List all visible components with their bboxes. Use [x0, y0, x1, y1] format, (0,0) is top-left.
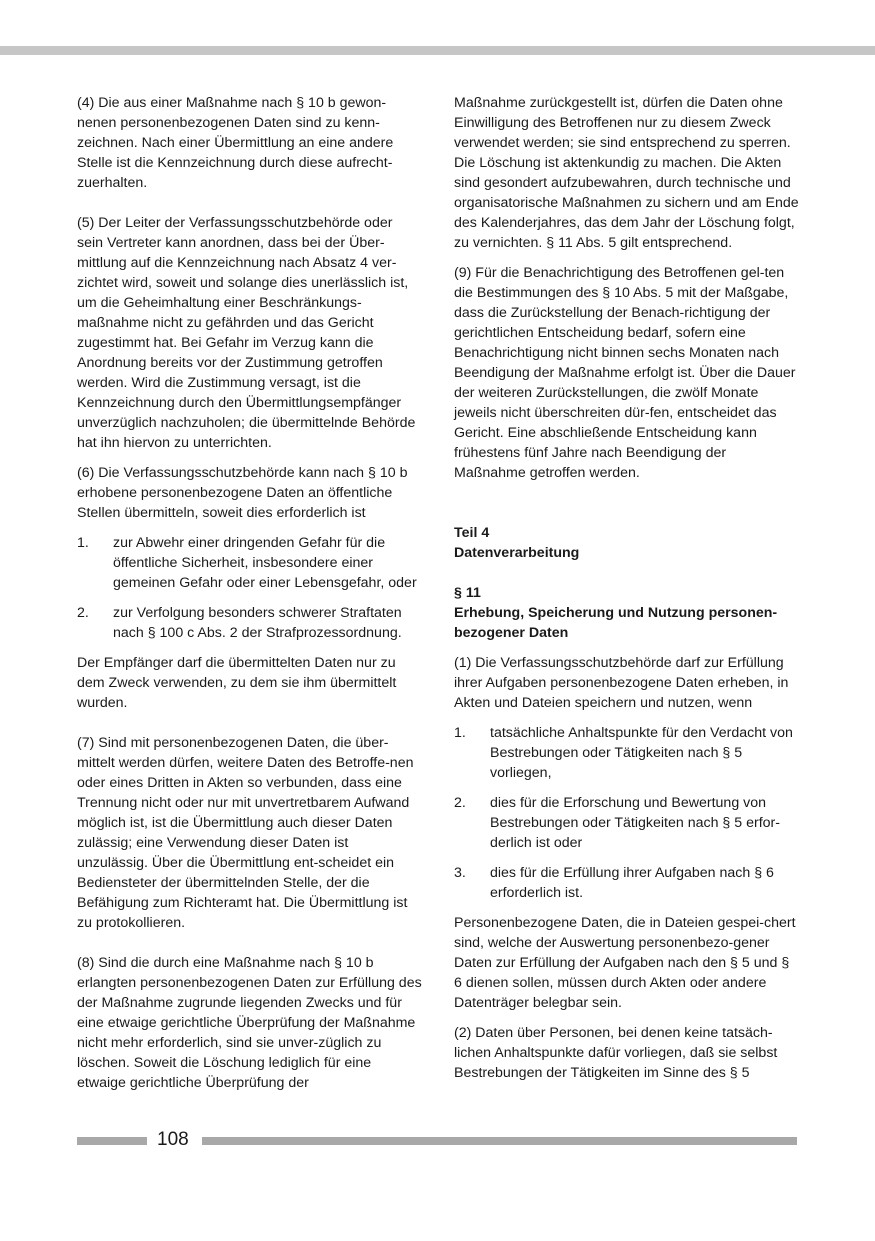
list-item: [77, 533, 422, 593]
section-11-paragraph-1-after: Personenbezogene Daten, die in Dateien gespei-chert sind, welche der Auswertung personenbezo-gener Daten zur Erfüllung der Aufgaben nach den § 5 und § 6 dienen sollen, müssen durch Akten oder andere Datenträger belegbar sein.: [454, 915, 796, 1011]
section-11-list: [454, 723, 800, 903]
list-item-number: 2.: [77, 605, 89, 621]
list-item-number: 3.: [454, 865, 466, 881]
list-item-text: dies für die Erfüllung ihrer Aufgaben nach § 6 erforderlich ist.: [490, 865, 774, 901]
list-item-number: 1.: [454, 725, 466, 741]
part-label: Teil 4: [454, 525, 490, 541]
paragraph-8: (8) Sind die durch eine Maßnahme nach § 10 b erlangten personenbezogenen Daten zur Erfüllung des der Maßnahme zugrunde liegenden Zwecks und für eine etwaige gerichtliche Überprüfung der Maßnahme nicht mehr erforderlich, sind sie unver-züglich zu löschen. Soweit die Löschung lediglich für eine etwaige gerichtliche Überprüfung der: [77, 955, 422, 1091]
paragraph-4: (4) Die aus einer Maßnahme nach § 10 b gewon-nenen personenbezogenen Daten sind zu kenn-zeichnen. Nach einer Übermittlung an eine andere Stelle ist die Kennzeichnung durch diese aufrecht-zuerhalten.: [77, 95, 394, 191]
list-item-text: zur Verfolgung besonders schwerer Straftaten nach § 100 c Abs. 2 der Strafprozessordnung.: [113, 605, 402, 641]
paragraph-5: (5) Der Leiter der Verfassungsschutzbehörde oder sein Vertreter kann anordnen, dass bei der Über-mittlung auf die Kennzeichnung nach Absatz 4 ver-zichtet wird, soweit und solange dies unerlässlich ist, um die Geheimhaltung einer Beschränkungs-maßnahme nicht zu gefährden und das Gericht zugestimmt hat. Bei Gefahr im Verzug kann die Anordnung bereits vor der Zustimmung getroffen werden. Wird die Zustimmung versagt, ist die Kennzeichnung durch den Übermittlungsempfänger unverzüglich nachzuholen; die übermittelnde Behörde hat ihn hiervon zu unterrichten.: [77, 215, 416, 451]
list-item: [454, 793, 800, 853]
list-item-number: 2.: [454, 795, 466, 811]
part-title: Datenverarbeitung: [454, 545, 580, 561]
list-item: [454, 723, 800, 783]
paragraph-6-list: [77, 533, 422, 643]
list-item-text: tatsächliche Anhaltspunkte für den Verdacht von Bestrebungen oder Tätigkeiten nach § 5 vorliegen,: [490, 725, 793, 781]
paragraph-6-after: Der Empfänger darf die übermittelten Daten nur zu dem Zweck verwenden, zu dem sie ihm übermittelt wurden.: [77, 655, 397, 711]
list-item: [454, 863, 800, 903]
right-column: [454, 93, 800, 1083]
section-title: Erhebung, Speicherung und Nutzung personen-bezogener Daten: [454, 605, 778, 641]
footer-rule-right: [202, 1137, 797, 1145]
section-11-paragraph-1: (1) Die Verfassungsschutzbehörde darf zur Erfüllung ihrer Aufgaben personenbezogene Daten erheben, in Akten und Dateien speichern und nutzen, wenn: [454, 655, 789, 711]
paragraph-9: (9) Für die Benachrichtigung des Betroffenen gel-ten die Bestimmungen des § 10 Abs. 5 mit der Maßgabe, dass die Zurückstellung der Benach-richtigung der gerichtlichen Entscheidung bedarf, sofern eine Benachrichtigung nicht binnen sechs Monaten nach Beendigung der Maßnahme erfolgt ist. Über die Dauer der weiteren Zurückstellungen, die zwölf Monate jeweils nicht überschreiten dür-fen, entscheidet das Gericht. Eine abschließende Entscheidung kann frühestens fünf Jahre nach Beendigung der Maßnahme getroffen werden.: [454, 265, 796, 481]
list-item: [77, 603, 422, 643]
list-item-text: zur Abwehr einer dringenden Gefahr für die öffentliche Sicherheit, insbesondere einer gemeinen Gefahr oder einer Lebensgefahr, oder: [113, 535, 417, 591]
page-number: 108: [157, 1129, 189, 1150]
section-label: § 11: [454, 585, 481, 601]
footer-rule-left: [77, 1137, 147, 1145]
left-column: [77, 93, 422, 1093]
paragraph-8-continued: Maßnahme zurückgestellt ist, dürfen die Daten ohne Einwilligung des Betroffenen nur zu diesem Zweck verwendet werden; sie sind entsprechend zu sperren. Die Löschung ist aktenkundig zu machen. Die Akten sind gesondert aufzubewahren, durch technische und organisatorische Maßnahmen zu sichern und am Ende des Kalenderjahres, das dem Jahr der Löschung folgt, zu vernichten. § 11 Abs. 5 gilt entsprechend.: [454, 95, 799, 251]
list-item-text: dies für die Erforschung und Bewertung von Bestrebungen oder Tätigkeiten nach § 5 erfor-derlich ist oder: [490, 795, 780, 851]
section-11-paragraph-2: (2) Daten über Personen, bei denen keine tatsäch-lichen Anhaltspunkte dafür vorliegen, daß sie selbst Bestrebungen der Tätigkeiten im Sinne des § 5: [454, 1025, 778, 1081]
paragraph-7: (7) Sind mit personenbezogenen Daten, die über-mittelt werden dürfen, weitere Daten des Betroffe-nen oder eines Dritten in Akten so verbunden, dass eine Trennung nicht oder nur mit unvertretbarem Aufwand möglich ist, ist die Übermittlung auch dieser Daten zulässig; eine Verwendung dieser Daten ist unzulässig. Über die Übermittlung ent-scheidet ein Bediensteter der übermittelnden Stelle, der die Befähigung zum Richteramt hat. Die Übermittlung ist zu protokollieren.: [77, 735, 414, 931]
list-item-number: 1.: [77, 535, 89, 551]
header-rule: [0, 46, 875, 55]
paragraph-6: (6) Die Verfassungsschutzbehörde kann nach § 10 b erhobene personenbezogene Daten an öffentliche Stellen übermitteln, soweit dies erforderlich ist: [77, 465, 408, 521]
